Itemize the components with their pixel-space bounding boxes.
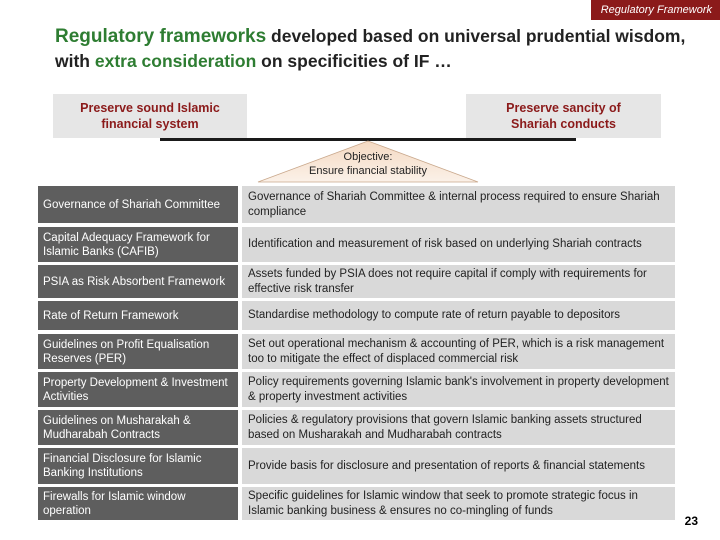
framework-description: Standardise methodology to compute rate of return payable to depositors bbox=[242, 301, 675, 330]
table-row bbox=[38, 186, 675, 223]
page-number: 23 bbox=[684, 514, 698, 528]
framework-description: Policies & regulatory provisions that govern Islamic banking assets structured based on Musharakah and Mudharabah contracts bbox=[242, 410, 675, 445]
framework-name: Capital Adequacy Framework for Islamic Banks (CAFIB) bbox=[38, 227, 238, 262]
title-part-3: extra consideration bbox=[94, 51, 257, 71]
right-box-line-2: Shariah conducts bbox=[511, 117, 616, 131]
title-part-1: Regulatory frameworks bbox=[55, 26, 267, 47]
framework-name: Financial Disclosure for Islamic Banking Institutions bbox=[38, 448, 238, 484]
objective-line-2: Ensure financial stability bbox=[308, 165, 427, 177]
framework-description: Assets funded by PSIA does not require capital if comply with requirements for effective risk transfer bbox=[242, 265, 675, 298]
left-box-line-1: Preserve sound Islamic bbox=[80, 101, 220, 115]
framework-description: Provide basis for disclosure and presentation of reports & financial statements bbox=[242, 448, 675, 484]
left-box-line-2: financial system bbox=[101, 117, 199, 131]
framework-description: Identification and measurement of risk based on underlying Shariah contracts bbox=[242, 227, 675, 262]
table-row bbox=[38, 372, 675, 407]
framework-description: Set out operational mechanism & accounting of PER, which is a risk management too to mitigate the effect of displaced commercial risk bbox=[242, 334, 675, 369]
framework-description: Specific guidelines for Islamic window that seek to promote strategic focus in Islamic banking business & ensures no co-mingling of funds bbox=[242, 487, 675, 520]
framework-description: Policy requirements governing Islamic bank's involvement in property development & property investment activities bbox=[242, 372, 675, 407]
table-row bbox=[38, 487, 675, 520]
framework-name: Firewalls for Islamic window operation bbox=[38, 487, 238, 520]
framework-name: Property Development & Investment Activities bbox=[38, 372, 238, 407]
title-part-4: on specificities of IF … bbox=[256, 51, 452, 71]
section-tag: Regulatory Framework bbox=[591, 0, 720, 20]
framework-name: Guidelines on Musharakah & Mudharabah Contracts bbox=[38, 410, 238, 445]
framework-name: Rate of Return Framework bbox=[38, 301, 238, 330]
objective-label bbox=[268, 150, 468, 178]
title-part-2: developed based on universal prudential wisdom, with bbox=[55, 26, 686, 71]
table-row bbox=[38, 265, 675, 298]
table-row bbox=[38, 448, 675, 484]
framework-name: PSIA as Risk Absorbent Framework bbox=[38, 265, 238, 298]
table-row bbox=[38, 301, 675, 330]
table-row bbox=[38, 410, 675, 445]
table-row bbox=[38, 227, 675, 262]
framework-name: Guidelines on Profit Equalisation Reserves (PER) bbox=[38, 334, 238, 369]
framework-name: Governance of Shariah Committee bbox=[38, 186, 238, 223]
framework-description: Governance of Shariah Committee & internal process required to ensure Shariah compliance bbox=[242, 186, 675, 223]
table-row bbox=[38, 334, 675, 369]
right-box-line-1: Preserve sancity of bbox=[506, 101, 621, 115]
objective-line-1: Objective: bbox=[343, 151, 393, 163]
